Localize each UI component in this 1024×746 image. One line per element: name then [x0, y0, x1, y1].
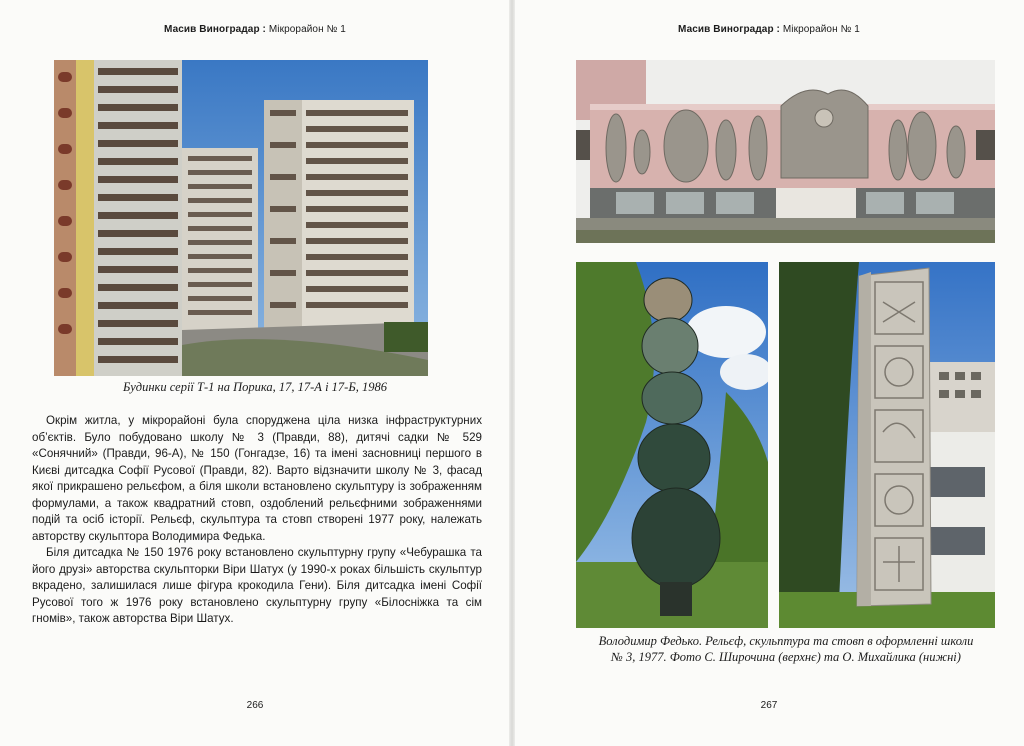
photo-t1-buildings — [54, 60, 428, 376]
running-header-left — [0, 24, 510, 35]
header-title: Масив Виноградар — [164, 24, 260, 35]
body-text — [32, 413, 482, 628]
page-number-left: 266 — [246, 700, 264, 711]
right-caption-line-1: Володимир Федько. Рельєф, скульптура та стовп в оформленні школи — [598, 634, 974, 648]
left-photo-caption: Будинки серії Т-1 на Порика, 17, 17-А і 17-Б, 1986 — [123, 380, 387, 394]
header-separator: : — [259, 24, 269, 35]
header-subtitle: Мікрорайон № 1 — [268, 24, 346, 35]
running-header-right — [514, 24, 1024, 35]
right-page — [514, 0, 1024, 746]
page-number-right: 267 — [760, 700, 778, 711]
paragraph-2: Біля дитсадка № 150 1976 року встановлено скульптурну групу «Чебурашка та його друзі» авторства скульпторки Віри Шатух (у 1990-х роках більшість скульптур вкрадено, залишилася лише фігура крокодила Гени). Біля дитсадка імені Софії Русової того ж 1976 року встановлено скульптурну групу «Білосніжка та сім гномів», також авторства Віри Шатух. — [32, 546, 482, 625]
left-page — [0, 0, 510, 746]
photo-sculpture-formulas — [576, 262, 768, 628]
photo-school-facade-relief — [576, 60, 995, 243]
right-caption-line-2: № 3, 1977. Фото С. Широчина (верхнє) та О. Михайлика (нижні) — [611, 650, 961, 664]
photo-relief-pillar — [779, 262, 995, 628]
header-separator: : — [773, 24, 783, 35]
header-title: Масив Виноградар — [678, 24, 774, 35]
paragraph-1: Окрім житла, у мікрорайоні була споруджена ціла низка інфраструктурних об’єктів. Було побудовано школу № 3 (Правди, 88), дитячі садки № 529 «Сонячний» (Правди, 96-А), № 150 (Гонгадзе, 16) та імені засновниці першого в Києві дитсадка Софії Русової (Правди, 82). Варто відзначити школу № 3, фасад якої прикрашено рельєфом, а біля школи встановлено скульптуру із зображенням формулами, а також квадратний стовп, оздоблений рельєфними зображеннями подій та осіб історії. Рельєф, скульптура та стовп створені 1977 року, належать авторству скульптора Володимира Федька. — [32, 414, 482, 543]
right-photo-caption — [564, 633, 1008, 665]
header-subtitle: Мікрорайон № 1 — [782, 24, 860, 35]
